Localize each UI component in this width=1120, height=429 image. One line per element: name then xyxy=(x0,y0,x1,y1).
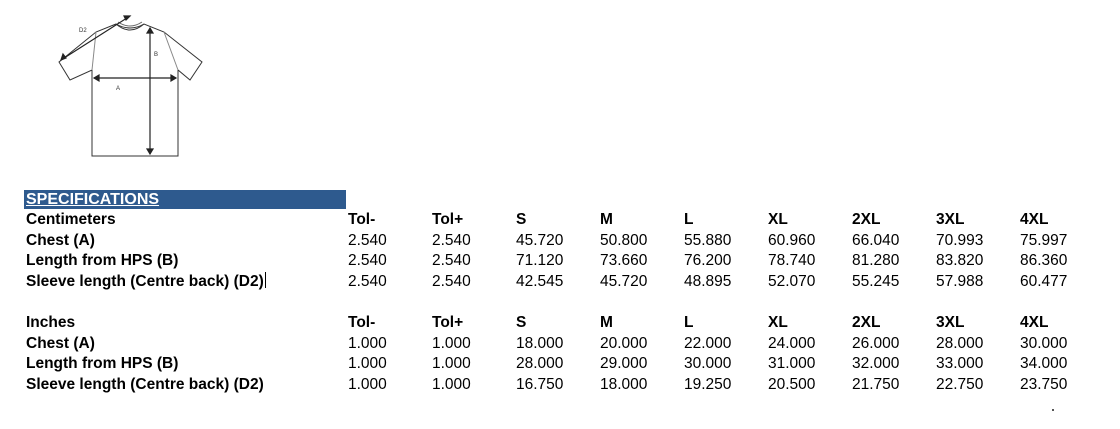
column-header: Tol+ xyxy=(432,314,464,331)
row-label: Chest (A) xyxy=(26,334,95,352)
b-label: B xyxy=(154,52,159,58)
tshirt-collar xyxy=(116,24,144,30)
inches-table xyxy=(24,313,1104,396)
table-cell: 73.660 xyxy=(600,252,648,270)
table-cell: 22.750 xyxy=(936,376,984,394)
column-header: Tol- xyxy=(348,211,376,228)
column-header: XL xyxy=(768,314,788,331)
table-cell: 20.500 xyxy=(768,376,816,394)
table-cell: 33.000 xyxy=(936,355,984,373)
table-cell: 45.720 xyxy=(516,231,564,249)
table-cell: 1.000 xyxy=(348,355,387,373)
table-cell: 1.000 xyxy=(348,376,387,394)
table-cell: 57.988 xyxy=(936,273,984,291)
table-row xyxy=(24,334,1104,355)
centimeters-table xyxy=(24,210,1104,293)
table-cell: 16.750 xyxy=(516,376,564,394)
table-cell: 34.000 xyxy=(1020,355,1068,373)
a-label: A xyxy=(116,86,121,92)
specifications-title: SPECIFICATIONS xyxy=(24,190,346,209)
table-row xyxy=(24,354,1104,375)
table-row xyxy=(24,272,1104,293)
table-cell: 28.000 xyxy=(936,334,984,352)
table-cell: 19.250 xyxy=(684,376,732,394)
table-cell: 76.200 xyxy=(684,252,732,270)
table-cell: 26.000 xyxy=(852,334,900,352)
table-cell: 1.000 xyxy=(432,376,471,394)
row-label-text: Sleeve length (Centre back) (D2) xyxy=(26,273,264,291)
table-row xyxy=(24,231,1104,252)
table-cell: 2.540 xyxy=(348,231,387,249)
table-cell: 48.895 xyxy=(684,273,732,291)
row-label xyxy=(24,272,348,293)
table-cell: 24.000 xyxy=(768,334,816,352)
table-header-row xyxy=(24,313,1104,334)
row-label: Chest (A) xyxy=(26,231,95,249)
table-cell: 32.000 xyxy=(852,355,900,373)
table-cell: 83.820 xyxy=(936,252,984,270)
table-cell: 50.800 xyxy=(600,231,648,249)
row-label: Length from HPS (B) xyxy=(26,355,179,373)
column-header: 3XL xyxy=(936,211,965,228)
table-row xyxy=(24,375,1104,396)
column-header: 2XL xyxy=(852,211,881,228)
column-header: XL xyxy=(768,211,788,228)
row-label: Sleeve length (Centre back) (D2) xyxy=(26,376,264,394)
table-cell: 81.280 xyxy=(852,252,900,270)
table-cell: 55.245 xyxy=(852,273,900,291)
table-cell: 23.750 xyxy=(1020,376,1068,394)
table-cell: 2.540 xyxy=(432,273,471,291)
unit-label: Centimeters xyxy=(26,211,116,228)
stray-dot xyxy=(1052,409,1054,411)
table-row xyxy=(24,251,1104,272)
column-header: 4XL xyxy=(1020,314,1049,331)
column-header: L xyxy=(684,211,694,228)
d2-measure-line xyxy=(61,16,130,60)
table-cell: 2.540 xyxy=(348,252,387,270)
unit-label: Inches xyxy=(26,314,76,331)
column-header: 3XL xyxy=(936,314,965,331)
table-cell: 18.000 xyxy=(600,376,648,394)
column-header: Tol+ xyxy=(432,211,464,228)
table-cell: 1.000 xyxy=(432,334,471,352)
table-cell: 30.000 xyxy=(1020,334,1068,352)
table-cell: 60.960 xyxy=(768,231,816,249)
table-cell: 2.540 xyxy=(348,273,387,291)
table-cell: 21.750 xyxy=(852,376,900,394)
table-cell: 45.720 xyxy=(600,273,648,291)
column-header: 4XL xyxy=(1020,211,1049,228)
tshirt-measurement-diagram xyxy=(44,8,214,168)
table-cell: 86.360 xyxy=(1020,252,1068,270)
table-cell: 55.880 xyxy=(684,231,732,249)
column-header: S xyxy=(516,211,527,228)
column-header: M xyxy=(600,314,613,331)
table-cell: 22.000 xyxy=(684,334,732,352)
table-cell: 29.000 xyxy=(600,355,648,373)
table-cell: 20.000 xyxy=(600,334,648,352)
column-header: Tol- xyxy=(348,314,376,331)
tshirt-outline xyxy=(59,24,202,156)
table-cell: 18.000 xyxy=(516,334,564,352)
column-header: L xyxy=(684,314,694,331)
text-cursor xyxy=(265,272,266,288)
row-label: Length from HPS (B) xyxy=(26,252,179,270)
column-header: 2XL xyxy=(852,314,881,331)
table-cell: 2.540 xyxy=(432,231,471,249)
table-cell: 66.040 xyxy=(852,231,900,249)
table-cell: 78.740 xyxy=(768,252,816,270)
table-cell: 52.070 xyxy=(768,273,816,291)
table-cell: 1.000 xyxy=(432,355,471,373)
table-cell: 28.000 xyxy=(516,355,564,373)
table-cell: 71.120 xyxy=(516,252,564,270)
table-cell: 42.545 xyxy=(516,273,564,291)
table-cell: 30.000 xyxy=(684,355,732,373)
table-cell: 75.997 xyxy=(1020,231,1068,249)
table-cell: 2.540 xyxy=(432,252,471,270)
table-cell: 70.993 xyxy=(936,231,984,249)
d2-label: D2 xyxy=(79,28,87,34)
table-cell: 60.477 xyxy=(1020,273,1068,291)
column-header: S xyxy=(516,314,527,331)
column-header: M xyxy=(600,211,613,228)
table-header-row xyxy=(24,210,1104,231)
table-cell: 1.000 xyxy=(348,334,387,352)
table-cell: 31.000 xyxy=(768,355,816,373)
